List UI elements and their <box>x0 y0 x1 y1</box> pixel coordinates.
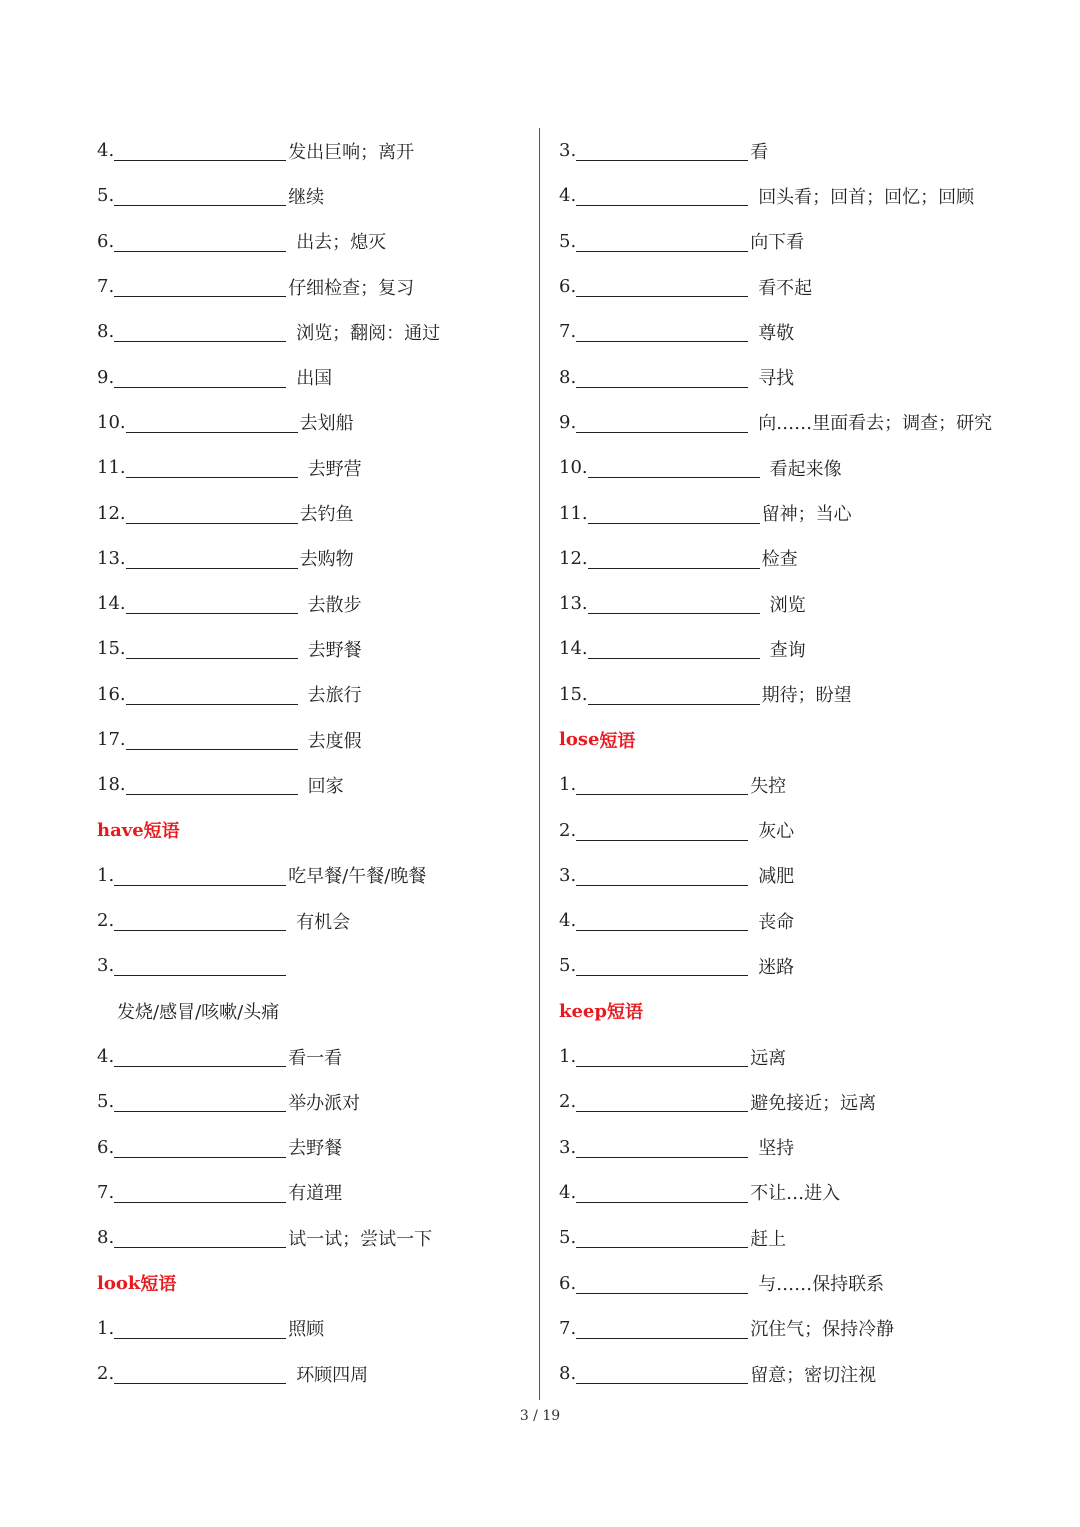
item-number: 1. <box>559 1046 577 1068</box>
answer-blank[interactable] <box>126 684 298 705</box>
meaning-text: 向……里面看去；调查；研究 <box>758 413 993 435</box>
meaning-text: 举办派对 <box>288 1092 361 1114</box>
meaning-text: 继续 <box>288 186 325 208</box>
meaning-text: 与……保持联系 <box>758 1274 885 1296</box>
answer-blank[interactable] <box>114 1182 286 1203</box>
meaning-text: 向下看 <box>750 232 805 254</box>
phrase-item <box>97 853 527 898</box>
phrase-item <box>97 490 527 535</box>
phrase-item <box>559 1170 1029 1215</box>
item-number: 5. <box>559 955 577 977</box>
answer-blank[interactable] <box>114 1046 286 1067</box>
meaning-text: 尊敬 <box>758 322 795 344</box>
meaning-text: 沉住气；保持冷静 <box>750 1319 895 1341</box>
item-number: 9. <box>559 411 577 433</box>
phrase-item <box>97 672 527 717</box>
item-number: 2. <box>559 819 577 841</box>
phrase-item <box>559 1125 1029 1170</box>
item-number: 6. <box>97 230 115 252</box>
phrase-item <box>97 1079 527 1124</box>
phrase-item <box>97 128 527 173</box>
item-number: 1. <box>97 864 115 886</box>
answer-blank[interactable] <box>114 321 286 342</box>
answer-blank[interactable] <box>576 140 748 161</box>
section-heading-en: keep <box>559 1000 607 1022</box>
section-heading-en: have <box>97 819 144 841</box>
answer-blank[interactable] <box>576 321 748 342</box>
answer-blank[interactable] <box>114 1363 286 1384</box>
item-number: 6. <box>559 276 577 298</box>
meaning-text: 去钓鱼 <box>299 504 354 526</box>
phrase-item <box>559 1306 1029 1351</box>
section-heading-en: lose <box>559 729 600 750</box>
item-number: 8. <box>97 1227 115 1249</box>
answer-blank[interactable] <box>114 140 286 161</box>
meaning-text: 回家 <box>307 775 344 797</box>
answer-blank[interactable] <box>576 1273 748 1294</box>
phrase-item <box>559 1079 1029 1124</box>
item-number: 14. <box>97 593 126 615</box>
phrase-item <box>559 354 1029 399</box>
phrase-item <box>97 400 527 445</box>
answer-blank[interactable] <box>576 955 748 976</box>
answer-blank[interactable] <box>126 548 298 569</box>
phrase-item <box>559 445 1029 490</box>
answer-blank[interactable] <box>576 185 748 206</box>
phrase-item <box>97 309 527 354</box>
phrase-item <box>97 762 527 807</box>
item-number: 5. <box>559 1227 577 1249</box>
item-number: 12. <box>559 547 588 569</box>
answer-blank[interactable] <box>576 1137 748 1158</box>
meaning-text: 避免接近；远离 <box>750 1092 877 1114</box>
item-number: 14. <box>559 638 588 660</box>
section-heading-zh: 短语 <box>599 730 636 752</box>
meaning-text: 看一看 <box>288 1047 343 1069</box>
answer-blank[interactable] <box>576 1091 748 1112</box>
meaning-text: 看不起 <box>758 277 813 299</box>
answer-blank[interactable] <box>114 1137 286 1158</box>
phrase-item <box>559 807 1029 852</box>
answer-blank[interactable] <box>126 457 298 478</box>
phrase-item <box>97 1034 527 1079</box>
meaning-text: 去划船 <box>299 413 354 435</box>
meaning-text: 失控 <box>750 775 787 797</box>
answer-blank[interactable] <box>126 774 298 795</box>
meaning-text: 发烧/感冒/咳嗽/头痛 <box>117 1002 280 1024</box>
phrase-item <box>559 1034 1029 1079</box>
answer-blank[interactable] <box>576 1182 748 1203</box>
item-number: 5. <box>97 185 115 207</box>
answer-blank[interactable] <box>576 367 748 388</box>
meaning-text: 有道理 <box>288 1183 343 1205</box>
item-number: 8. <box>97 321 115 343</box>
meaning-text: 去度假 <box>307 730 362 752</box>
phrase-item <box>559 762 1029 807</box>
meaning-text: 留神；当心 <box>761 504 852 526</box>
meaning-text: 不让…进入 <box>750 1183 841 1205</box>
phrase-item <box>559 219 1029 264</box>
item-number: 15. <box>97 638 126 660</box>
item-number: 2. <box>559 1091 577 1113</box>
answer-blank[interactable] <box>576 1227 748 1248</box>
meaning-text: 迷路 <box>758 956 795 978</box>
answer-blank[interactable] <box>588 638 760 659</box>
meaning-text: 去野餐 <box>288 1138 343 1160</box>
meaning-text: 照顾 <box>288 1319 325 1341</box>
meaning-text: 去野营 <box>307 458 362 480</box>
answer-blank[interactable] <box>576 1363 748 1384</box>
meaning-text: 仔细检查；复习 <box>288 277 415 299</box>
answer-blank[interactable] <box>114 276 286 297</box>
section-heading <box>97 1260 527 1305</box>
item-number: 4. <box>559 1181 577 1203</box>
phrase-item <box>559 898 1029 943</box>
item-number: 9. <box>97 366 115 388</box>
item-number: 1. <box>559 774 577 796</box>
answer-blank[interactable] <box>126 503 298 524</box>
item-number: 7. <box>559 1317 577 1339</box>
phrase-item <box>559 672 1029 717</box>
phrase-item <box>559 581 1029 626</box>
item-number: 2. <box>97 1363 115 1385</box>
answer-blank[interactable] <box>576 774 748 795</box>
phrase-item <box>97 717 527 762</box>
item-number: 3. <box>559 140 577 162</box>
item-number: 4. <box>559 185 577 207</box>
section-heading <box>559 717 1029 762</box>
right-column <box>559 128 1029 1396</box>
answer-blank[interactable] <box>588 548 760 569</box>
section-heading-zh: 短语 <box>143 821 180 843</box>
phrase-item <box>559 943 1029 988</box>
answer-blank[interactable] <box>576 820 748 841</box>
meaning-text: 发出巨响；离开 <box>288 141 415 163</box>
item-number: 2. <box>97 910 115 932</box>
item-number: 7. <box>97 276 115 298</box>
meaning-text: 有机会 <box>296 911 351 933</box>
meaning-text: 丧命 <box>758 911 795 933</box>
meaning-text: 远离 <box>750 1047 787 1069</box>
phrase-item <box>97 354 527 399</box>
answer-blank[interactable] <box>126 412 298 433</box>
meaning-text: 留意；密切注视 <box>750 1364 877 1386</box>
answer-blank[interactable] <box>576 910 748 931</box>
meaning-text: 灰心 <box>758 821 795 843</box>
item-number: 4. <box>97 1046 115 1068</box>
item-number: 5. <box>559 230 577 252</box>
phrase-item <box>559 1260 1029 1305</box>
meaning-text: 去散步 <box>307 594 362 616</box>
phrase-item <box>97 1351 527 1396</box>
meaning-text: 看起来像 <box>769 458 842 480</box>
section-heading-zh: 短语 <box>606 1002 643 1024</box>
phrase-item <box>559 536 1029 581</box>
item-number: 11. <box>559 502 588 524</box>
answer-blank[interactable] <box>588 457 760 478</box>
item-number: 7. <box>559 321 577 343</box>
item-number: 3. <box>559 864 577 886</box>
phrase-item <box>97 1170 527 1215</box>
answer-blank[interactable] <box>114 865 286 886</box>
answer-blank[interactable] <box>114 910 286 931</box>
phrase-item <box>559 128 1029 173</box>
meaning-text: 回头看；回首；回忆；回顾 <box>758 186 975 208</box>
phrase-item <box>97 264 527 309</box>
meaning-text: 坚持 <box>758 1138 795 1160</box>
phrase-item <box>559 490 1029 535</box>
answer-blank[interactable] <box>588 593 760 614</box>
meaning-text: 吃早餐/午餐/晚餐 <box>288 866 427 888</box>
meaning-text: 试一试；尝试一下 <box>288 1228 433 1250</box>
section-heading-zh: 短语 <box>140 1274 177 1296</box>
answer-blank[interactable] <box>576 276 748 297</box>
item-number: 12. <box>97 502 126 524</box>
phrase-item <box>97 1306 527 1351</box>
item-number: 17. <box>97 729 126 750</box>
answer-blank[interactable] <box>114 1091 286 1112</box>
answer-blank[interactable] <box>588 684 760 705</box>
meaning-text: 环顾四周 <box>296 1364 369 1386</box>
item-number: 11. <box>97 457 126 479</box>
answer-blank[interactable] <box>114 185 286 206</box>
item-number: 13. <box>97 547 126 569</box>
meaning-text: 查询 <box>769 639 806 661</box>
continuation-text <box>97 989 527 1034</box>
phrase-item <box>97 898 527 943</box>
meaning-text: 期待；盼望 <box>761 685 852 707</box>
item-number: 6. <box>97 1136 115 1158</box>
answer-blank[interactable] <box>114 955 286 976</box>
answer-blank[interactable] <box>126 593 298 614</box>
phrase-item <box>559 400 1029 445</box>
answer-blank[interactable] <box>114 231 286 252</box>
phrase-item <box>97 173 527 218</box>
item-number: 1. <box>97 1317 115 1339</box>
phrase-item <box>559 853 1029 898</box>
item-number: 3. <box>559 1136 577 1158</box>
item-number: 6. <box>559 1272 577 1294</box>
item-number: 10. <box>559 457 588 479</box>
phrase-item <box>97 1125 527 1170</box>
meaning-text: 浏览 <box>769 594 806 616</box>
page-number: 3 / 19 <box>519 1408 561 1424</box>
answer-blank[interactable] <box>114 367 286 388</box>
meaning-text: 去野餐 <box>307 639 362 661</box>
phrase-item <box>559 1215 1029 1260</box>
meaning-text: 浏览；翻阅：通过 <box>296 322 441 344</box>
item-number: 16. <box>97 683 126 705</box>
phrase-item <box>97 581 527 626</box>
meaning-text: 去旅行 <box>307 685 362 707</box>
section-heading-en: look <box>97 1272 141 1294</box>
meaning-text: 出去；熄灭 <box>296 232 387 254</box>
item-number: 8. <box>559 366 577 388</box>
item-number: 15. <box>559 683 588 705</box>
phrase-item <box>559 626 1029 671</box>
answer-blank[interactable] <box>576 1318 748 1339</box>
phrase-item <box>559 173 1029 218</box>
item-number: 3. <box>97 955 115 977</box>
meaning-text: 去购物 <box>299 549 354 571</box>
section-heading <box>97 807 527 852</box>
phrase-item <box>97 445 527 490</box>
answer-blank[interactable] <box>576 865 748 886</box>
section-heading <box>559 989 1029 1034</box>
meaning-text: 寻找 <box>758 368 795 390</box>
answer-blank[interactable] <box>126 729 298 750</box>
item-number: 18. <box>97 774 126 796</box>
phrase-item <box>559 309 1029 354</box>
phrase-item <box>97 1215 527 1260</box>
phrase-item <box>97 626 527 671</box>
phrase-item <box>97 536 527 581</box>
phrase-item <box>559 264 1029 309</box>
item-number: 4. <box>559 910 577 932</box>
item-number: 13. <box>559 593 588 615</box>
left-column <box>97 128 527 1396</box>
answer-blank[interactable] <box>114 1318 286 1339</box>
item-number: 7. <box>97 1181 115 1203</box>
meaning-text: 看 <box>750 141 769 163</box>
phrase-item <box>97 943 527 988</box>
meaning-text: 检查 <box>761 549 798 571</box>
item-number: 5. <box>97 1091 115 1113</box>
answer-blank[interactable] <box>576 231 748 252</box>
answer-blank[interactable] <box>588 503 760 524</box>
answer-blank[interactable] <box>114 1227 286 1248</box>
answer-blank[interactable] <box>576 1046 748 1067</box>
column-divider <box>539 128 540 1400</box>
answer-blank[interactable] <box>126 638 298 659</box>
meaning-text: 减肥 <box>758 866 795 888</box>
item-number: 8. <box>559 1363 577 1385</box>
phrase-item <box>559 1351 1029 1396</box>
answer-blank[interactable] <box>576 412 748 433</box>
item-number: 4. <box>97 140 115 162</box>
item-number: 10. <box>97 411 126 433</box>
meaning-text: 出国 <box>296 368 333 390</box>
meaning-text: 赶上 <box>750 1228 787 1250</box>
phrase-item <box>97 219 527 264</box>
